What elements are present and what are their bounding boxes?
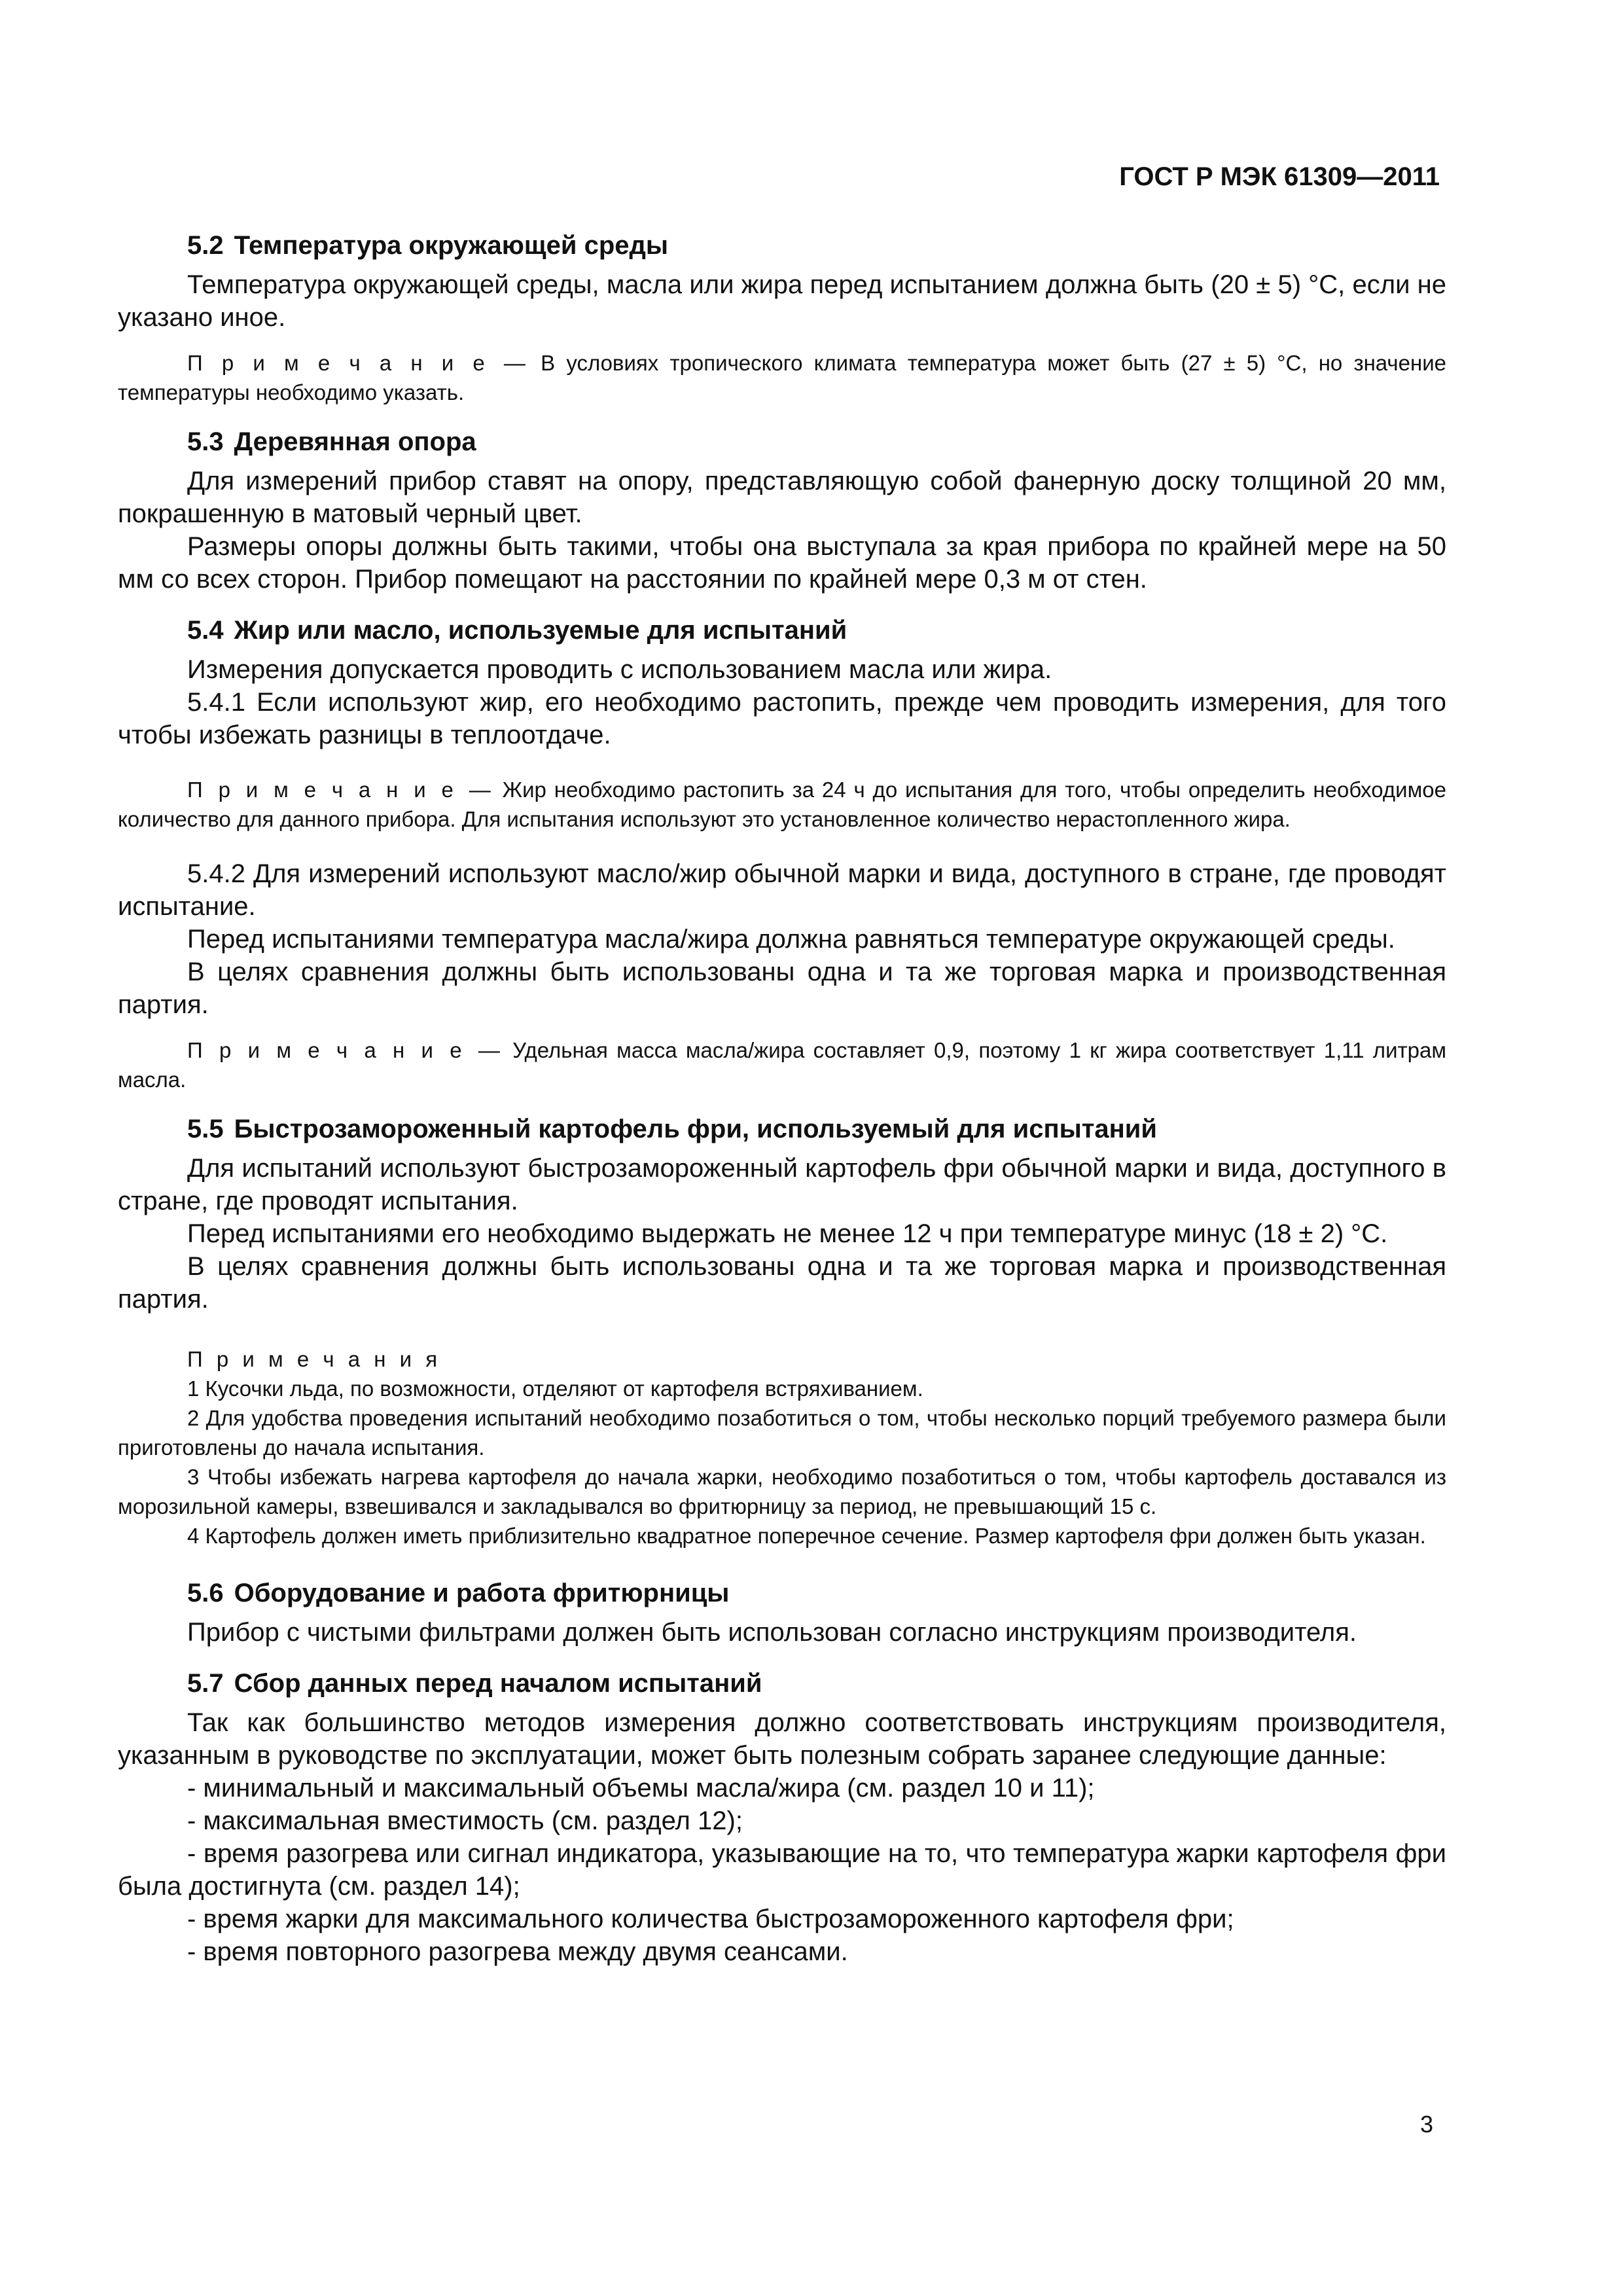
section-title: Сбор данных перед началом испытаний [234, 1669, 762, 1698]
note-item: 1 Кусочки льда, по возможности, отделяют от картофеля встряхиванием. [187, 1376, 923, 1401]
paragraph: Прибор с чистыми фильтрами должен быть использован согласно инструкциям производителя. [187, 1618, 1357, 1647]
paragraph: 5.4.2 Для измерений используют масло/жир обычной марки и вида, доступного в стране, где проводят испытание. [118, 859, 1446, 921]
list-item: - время разогрева или сигнал индикатора, указывающие на то, что температура жарки картофеля фри была достигнута (см. раздел 14); [118, 1839, 1446, 1901]
list-item: - время жарки для максимального количества быстрозамороженного картофеля фри; [187, 1905, 1234, 1933]
section-heading-5-2 [118, 229, 1446, 262]
section-title: Оборудование и работа фритюрницы [234, 1579, 730, 1607]
note [118, 775, 1446, 834]
list-item: - максимальная вместимость (см. раздел 12); [187, 1806, 743, 1835]
note-text: Удельная масса масла/жира составляет 0,9, поэтому 1 кг жира соответствует 1,11 литрам масла. [118, 1038, 1447, 1092]
paragraph: Измерения допускается проводить с использованием масла или жира. [187, 655, 1052, 684]
section-heading-5-6 [118, 1577, 1446, 1609]
data-list [118, 1772, 1446, 1968]
section-heading-5-7 [118, 1667, 1446, 1700]
paragraph: Температура окружающей среды, масла или жира перед испытанием должна быть (20 ± 5) °С, если не указано иное. [118, 270, 1446, 332]
section-title: Жир или масло, используемые для испытаний [234, 616, 847, 645]
section-heading-5-5 [118, 1113, 1446, 1145]
note-label: П р и м е ч а н и е — [187, 778, 495, 802]
notes-block [118, 1344, 1446, 1551]
section-title: Температура окружающей среды [234, 231, 669, 260]
note-item: 3 Чтобы избежать нагрева картофеля до начала жарки, необходимо позаботиться о том, чтобы картофель доставался из морозильной камеры, взвешивался и закладывался во фритюрницу за период, не превышающий 15 с. [118, 1465, 1446, 1518]
paragraph: Перед испытаниями его необходимо выдержать не менее 12 ч при температуре минус (18 ± 2) °С. [187, 1219, 1388, 1248]
note [118, 348, 1446, 407]
section-number: 5.4 [187, 616, 224, 645]
section-heading-5-3 [118, 425, 1446, 458]
paragraph: Для испытаний используют быстрозамороженный картофель фри обычной марки и вида, доступного в стране, где проводят испытания. [118, 1154, 1446, 1215]
paragraph: В целях сравнения должны быть использованы одна и та же торговая марка и производственная партия. [118, 1252, 1446, 1314]
paragraph: Так как большинство методов измерения должно соответствовать инструкциям производителя, указанным в руководстве по эксплуатации, может быть полезным собрать заранее следующие данные: [118, 1708, 1446, 1770]
section-number: 5.5 [187, 1115, 224, 1143]
paragraph: 5.4.1 Если используют жир, его необходимо растопить, прежде чем проводить измерения, для того чтобы избежать разницы в теплоотдаче. [118, 688, 1446, 749]
section-number: 5.6 [187, 1579, 224, 1607]
section-title: Быстрозамороженный картофель фри, используемый для испытаний [234, 1115, 1157, 1143]
paragraph: Для измерений прибор ставят на опору, представляющую собой фанерную доску толщиной 20 мм, покрашенную в матовый черный цвет. [118, 467, 1446, 528]
paragraph: Размеры опоры должны быть такими, чтобы она выступала за края прибора по крайней мере на 50 мм со всех сторон. Прибор помещают на расстоянии по крайней мере 0,3 м от стен. [118, 532, 1446, 594]
page-number: 3 [1419, 2111, 1433, 2138]
standard-id-header: ГОСТ Р МЭК 61309—2011 [1119, 162, 1440, 191]
note-text: Жир необходимо растопить за 24 ч до испытания для того, чтобы определить необходимое количество для данного прибора. Для испытания используют это установленное количество нерастопленного жира. [118, 778, 1446, 831]
note [118, 1035, 1446, 1094]
section-number: 5.7 [187, 1669, 224, 1698]
note-label: П р и м е ч а н и е — [187, 1038, 504, 1062]
notes-title: П р и м е ч а н и я [187, 1347, 442, 1371]
paragraph: В целях сравнения должны быть использованы одна и та же торговая марка и производственная партия. [118, 958, 1446, 1019]
note-text: В условиях тропического климата температура может быть (27 ± 5) °С, но значение температуры необходимо указать. [118, 351, 1446, 404]
section-heading-5-4 [118, 614, 1446, 647]
note-item: 2 Для удобства проведения испытаний необходимо позаботиться о том, чтобы несколько порций требуемого размера были приготовлены до начала испытания. [118, 1406, 1446, 1460]
list-item: - минимальный и максимальный объемы масла/жира (см. раздел 10 и 11); [187, 1774, 1095, 1803]
section-number: 5.3 [187, 427, 224, 456]
paragraph: Перед испытаниями температура масла/жира должна равняться температуре окружающей среды. [187, 925, 1395, 954]
note-item: 4 Картофель должен иметь приблизительно квадратное поперечное сечение. Размер картофеля фри должен быть указан. [187, 1524, 1426, 1548]
section-title: Деревянная опора [234, 427, 476, 456]
note-label: П р и м е ч а н и е — [187, 351, 529, 375]
section-number: 5.2 [187, 231, 224, 260]
list-item: - время повторного разогрева между двумя сеансами. [187, 1937, 848, 1966]
page-content [118, 229, 1446, 1968]
